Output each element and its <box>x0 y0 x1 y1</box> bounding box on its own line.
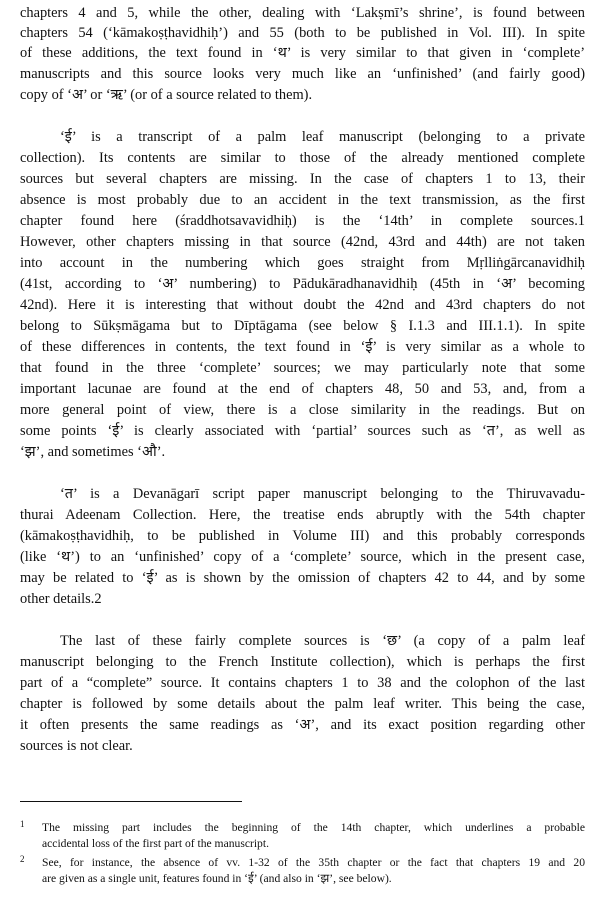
footnote-line: See, for instance, the absence of vv. 1-32 of the 35th chapter or the fact that chapters 19 and 20 <box>42 856 585 869</box>
text-line: more general point of view, there is a close similarity in the readings. But on <box>20 402 585 418</box>
text-line: of these differences in contents, the text found in ‘ई’ is very similar as a whole to <box>20 339 585 355</box>
text-line: collection). Its contents are similar to those of the already mentioned complete <box>20 150 585 166</box>
text-line: (41st, according to ‘अ’ numbering) to Pādukāradhanavidhiḥ (45th in ‘अ’ becoming <box>20 276 585 292</box>
text-line: (like ‘थ’) to an ‘unfinished’ copy of a ‘complete’ source, which in the present case, <box>20 549 585 565</box>
text-line: (kāmakoṣṭhavidhiḥ, to be published in Volume III) and this probably corresponds <box>20 528 585 544</box>
text-line: ‘ई’ is a transcript of a palm leaf manuscript (belonging to a private <box>60 129 585 145</box>
text-line: copy of ‘अ’ or ‘ऋ’ (or of a source related to them). <box>20 87 313 103</box>
text-line: sources is not clear. <box>20 738 133 754</box>
text-line: sources but several chapters are missing. In the case of chapters 1 to 13, their <box>20 171 585 187</box>
footnote-divider <box>20 801 242 802</box>
footnote-line: are given as a single unit, features found in ‘ई’ (and also in ‘झ’, see below). <box>42 872 392 885</box>
text-line: chapter is followed by some details about the palm leaf writer. This being the case, <box>20 696 585 712</box>
footnote-line: accidental loss of the first part of the manuscript. <box>42 837 269 850</box>
footnote-line: The missing part includes the beginning of the 14th chapter, which underlines a probable <box>42 821 585 834</box>
text-line: may be related to ‘ई’ as is shown by the omission of chapters 42 to 44, and by some <box>20 570 585 586</box>
text-line: absence is most probably due to an accident in the text transmission, as the first <box>20 192 585 208</box>
footnote-number: 2 <box>20 854 25 864</box>
text-line: into account in the numbering which goes straight from Mṛlliṅgārcanavidhiḥ <box>20 255 585 271</box>
text-line: However, other chapters missing in that source (42nd, 43rd and 44th) are not taken <box>20 234 585 250</box>
text-line: chapters 4 and 5, while the other, dealing with ‘Lakṣmī’s shrine’, is found between <box>20 5 585 21</box>
text-line: other details.2 <box>20 591 102 607</box>
text-line: some points ‘ई’ is clearly associated with ‘partial’ sources such as ‘त’, as well as <box>20 423 585 439</box>
text-line: part of a “complete” source. It contains chapters 1 to 38 and the colophon of the last <box>20 675 585 691</box>
text-line: chapter found here (śraddhotsavavidhiḥ) is the ‘14th’ in complete sources.1 <box>20 213 585 229</box>
text-line: 42nd). Here it is interesting that without doubt the 42nd and 43rd chapters do not <box>20 297 585 313</box>
text-line: ‘झ’, and sometimes ‘औ’. <box>20 444 166 460</box>
text-line: that found in the three ‘complete’ sources; we may particularly note that some <box>20 360 585 376</box>
text-line: manuscript belonging to the French Institute collection), which is perhaps the first <box>20 654 585 670</box>
text-line: it often presents the same readings as ‘अ’, and its exact position regarding other <box>20 717 585 733</box>
text-line: of these additions, the text found in ‘थ’ is very similar to that given in ‘complete’ <box>20 45 585 61</box>
text-line: manuscripts and this source looks very much like an ‘unfinished’ (and fairly good) <box>20 66 585 82</box>
text-line: The last of these fairly complete sources is ‘छ’ (a copy of a palm leaf <box>60 633 585 649</box>
text-line: thurai Adeenam Collection. Here, the treatise ends abruptly with the 54th chapter <box>20 507 585 523</box>
footnote-number: 1 <box>20 819 25 829</box>
text-line: belong to Sūkṣmāgama but to Dīptāgama (see below § I.1.3 and III.1.1). In spite <box>20 318 585 334</box>
text-line: important lacunae are found at the end of chapters 48, 50 and 53, and, from a <box>20 381 585 397</box>
text-line: ‘त’ is a Devanāgarī script paper manuscript belonging to the Thiruvavadu- <box>60 486 585 502</box>
text-line: chapters 54 (‘kāmakoṣṭhavidhiḥ’) and 55 (both to be published in Vol. III). In spite <box>20 25 585 41</box>
